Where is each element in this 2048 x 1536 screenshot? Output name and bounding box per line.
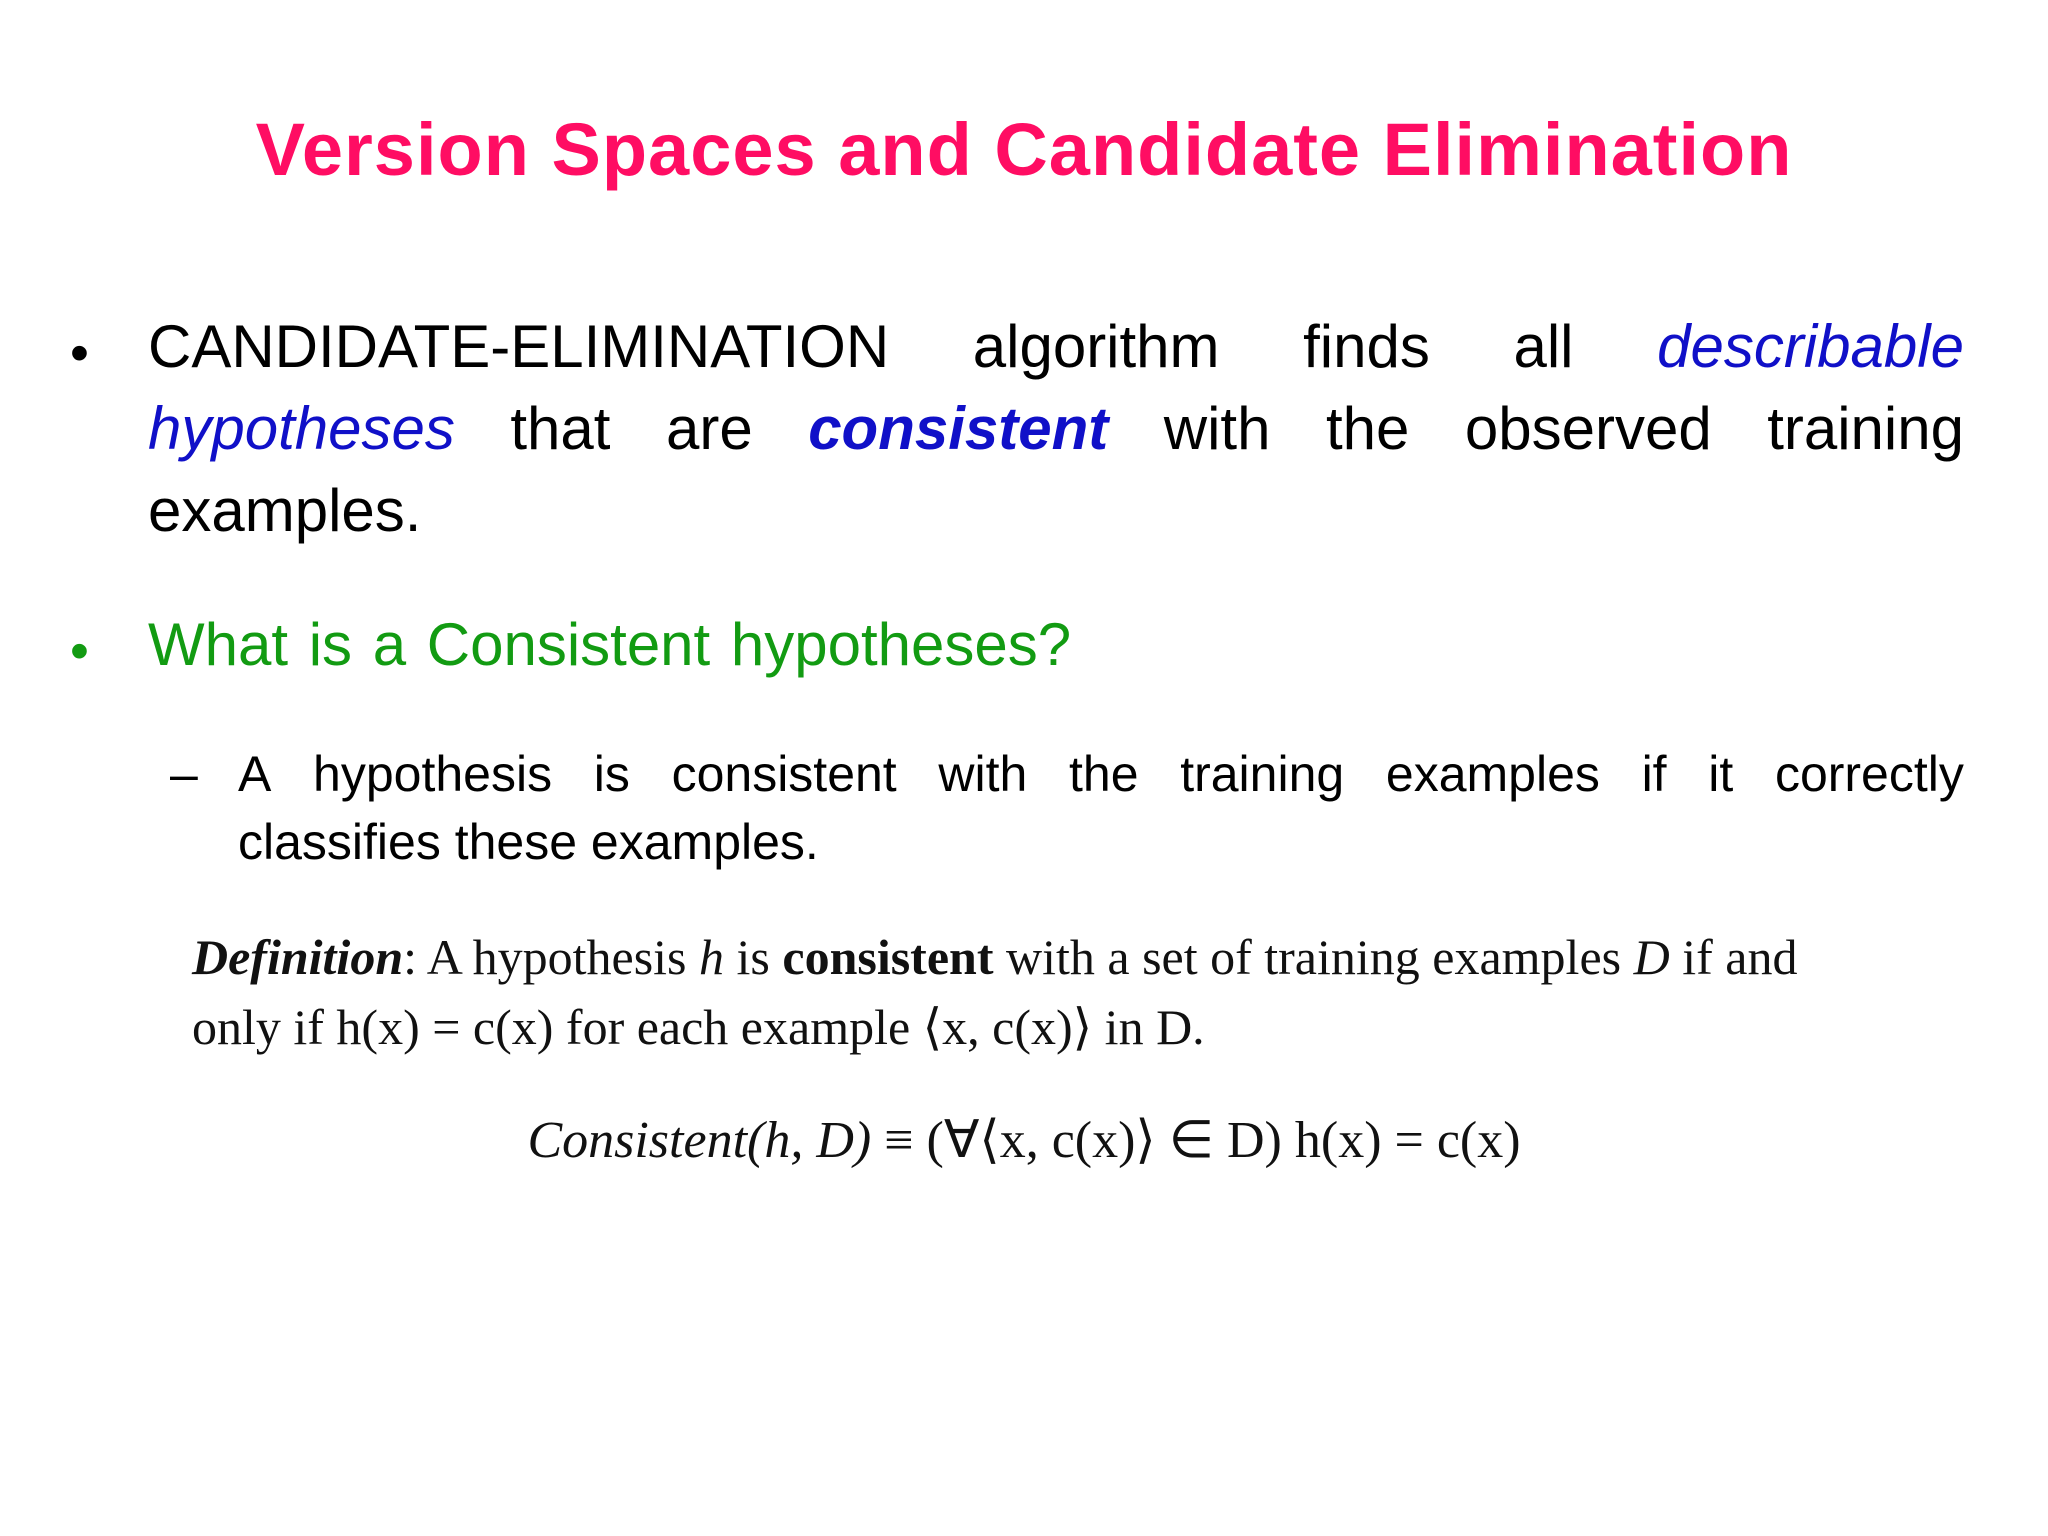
- word: are: [665, 395, 753, 462]
- definition-consistent: consistent: [782, 929, 994, 985]
- definition-line-2: [192, 992, 1962, 1062]
- sub-bullet-dash: –: [170, 746, 198, 802]
- word: observed: [1464, 395, 1712, 462]
- slide-title: Version Spaces and Candidate Elimination: [255, 108, 1793, 191]
- word: with: [938, 746, 1028, 802]
- formula-lhs: Consistent: [527, 1112, 748, 1169]
- definition-text: with a set of training examples: [993, 929, 1634, 985]
- word: finds: [1303, 313, 1430, 380]
- word: the: [1325, 395, 1410, 462]
- word: algorithm: [972, 313, 1220, 380]
- word: correctly: [1774, 746, 1964, 802]
- word: A: [238, 746, 272, 802]
- definition-block: [192, 922, 1962, 1062]
- emphasis-hypotheses: hypotheses: [148, 395, 455, 462]
- bullet-1-paragraph: [148, 306, 1964, 552]
- word: if: [1641, 746, 1667, 802]
- consistency-formula: [0, 1110, 2048, 1170]
- word: examples: [1385, 746, 1600, 802]
- sub-bullet-line-1: [238, 740, 1964, 808]
- definition-text: is: [724, 929, 783, 985]
- word: with: [1163, 395, 1271, 462]
- bullet-dot: •: [70, 323, 89, 383]
- definition-text: only if h(x) = c(x) for each example ⟨x, c(x)⟩ in D.: [192, 999, 1205, 1055]
- bullet-1-line-1: [148, 306, 1964, 388]
- emphasis-describable: describable: [1657, 313, 1964, 380]
- bullet-2-question: [148, 604, 1964, 686]
- word: training: [1767, 395, 1964, 462]
- word: the: [1069, 746, 1139, 802]
- word: CANDIDATE-ELIMINATION: [148, 313, 890, 380]
- word: training: [1180, 746, 1345, 802]
- bullet-1-line-3: [148, 470, 1964, 552]
- definition-text: : A hypothesis: [403, 929, 700, 985]
- word: consistent: [671, 746, 897, 802]
- bullet-dot: •: [70, 621, 89, 681]
- bullet-1-line-2: [148, 388, 1964, 470]
- emphasis-consistent: consistent: [808, 395, 1109, 462]
- word: that: [510, 395, 611, 462]
- word: hypothesis: [313, 746, 553, 802]
- question-text: What is a Consistent hypotheses?: [148, 611, 1072, 678]
- symbol-h: h: [699, 929, 725, 985]
- word: it: [1708, 746, 1734, 802]
- word: examples.: [148, 477, 422, 544]
- definition-text: if and: [1669, 929, 1798, 985]
- word: is: [593, 746, 630, 802]
- formula-rest: ≡ (∀⟨x, c(x)⟩ ∈ D) h(x) = c(x): [871, 1112, 1521, 1169]
- symbol-D: D: [1633, 929, 1670, 985]
- word: classifies these examples.: [238, 814, 819, 870]
- sub-bullet-paragraph: [238, 740, 1964, 876]
- definition-line-1: [192, 922, 1962, 992]
- definition-label: Definition: [192, 929, 404, 985]
- word: all: [1513, 313, 1574, 380]
- definition-line-1-content: [192, 922, 1797, 992]
- formula-args: (h, D): [747, 1112, 872, 1169]
- sub-bullet-line-2: [238, 808, 1964, 876]
